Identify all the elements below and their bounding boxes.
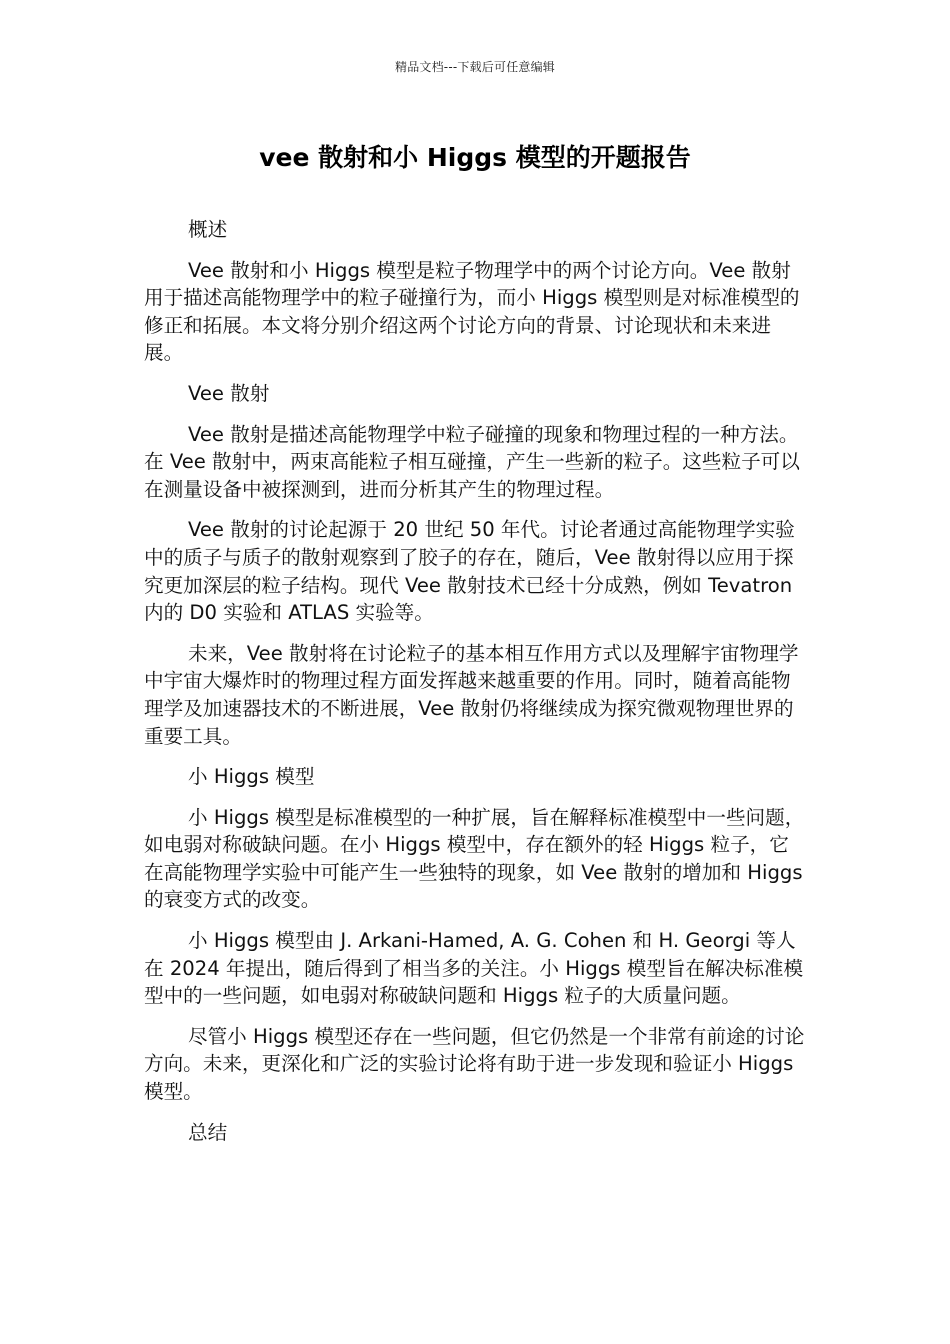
paragraph-little-higgs-history: 小 Higgs 模型由 J. Arkani-Hamed, A. G. Cohen 和 H. Georgi 等人在 2024 年提出，随后得到了相当多的关注。小 Higgs 模型旨在解决标准模型中的一些问题，如电弱对称破缺问题和 Higgs 粒子的大质量问题。 (144, 929, 804, 1008)
page-header-note: 精品文档---下载后可任意编辑 (395, 60, 555, 74)
document-title: vee 散射和小 Higgs 模型的开题报告 (259, 143, 691, 172)
paragraph-vee-future: 未来，Vee 散射将在讨论粒子的基本相互作用方式以及理解宇宙物理学中宇宙大爆炸时的物理过程方面发挥越来越重要的作用。同时，随着高能物理学及加速器技术的不断进展，Vee 散射仍将继续成为探究微观物理世界的重要工具。 (144, 641, 799, 748)
section-heading-overview: 概述 (188, 218, 228, 241)
document-body (144, 216, 808, 1159)
section-heading-vee-scattering: Vee 散射 (188, 381, 270, 405)
section-heading-little-higgs: 小 Higgs 模型 (188, 765, 315, 789)
paragraph-overview: Vee 散射和小 Higgs 模型是粒子物理学中的两个讨论方向。Vee 散射用于描述高能物理学中的粒子碰撞行为，而小 Higgs 模型则是对标准模型的修正和拓展。本文将分别介绍这两个讨论方向的背景、讨论现状和未来进展。 (144, 258, 800, 365)
paragraph-vee-history: Vee 散射的讨论起源于 20 世纪 50 年代。讨论者通过高能物理学实验中的质子与质子的散射观察到了胶子的存在，随后，Vee 散射得以应用于探究更加深层的粒子结构。现代 Vee 散射技术已经十分成熟，例如 Tevatron 内的 D0 实验和 ATLAS 实验等。 (144, 518, 795, 625)
section-heading-summary: 总结 (188, 1120, 228, 1144)
paragraph-vee-definition: Vee 散射是描述高能物理学中粒子碰撞的现象和物理过程的一种方法。在 Vee 散射中，两束高能粒子相互碰撞，产生一些新的粒子。这些粒子可以在测量设备中被探测到，进而分析其产生的物理过程。 (144, 422, 800, 501)
paragraph-little-higgs-outlook: 尽管小 Higgs 模型还存在一些问题，但它仍然是一个非常有前途的讨论方向。未来，更深化和广泛的实验讨论将有助于进一步发现和验证小 Higgs 模型。 (144, 1024, 805, 1104)
paragraph-little-higgs-definition: 小 Higgs 模型是标准模型的一种扩展，旨在解释标准模型中一些问题，如电弱对称破缺问题。在小 Higgs 模型中，存在额外的轻 Higgs 粒子，它在高能物理学实验中可能产生一些独特的现象，如 Vee 散射的增加和 Higgs 的衰变方式的改变。 (144, 805, 805, 912)
